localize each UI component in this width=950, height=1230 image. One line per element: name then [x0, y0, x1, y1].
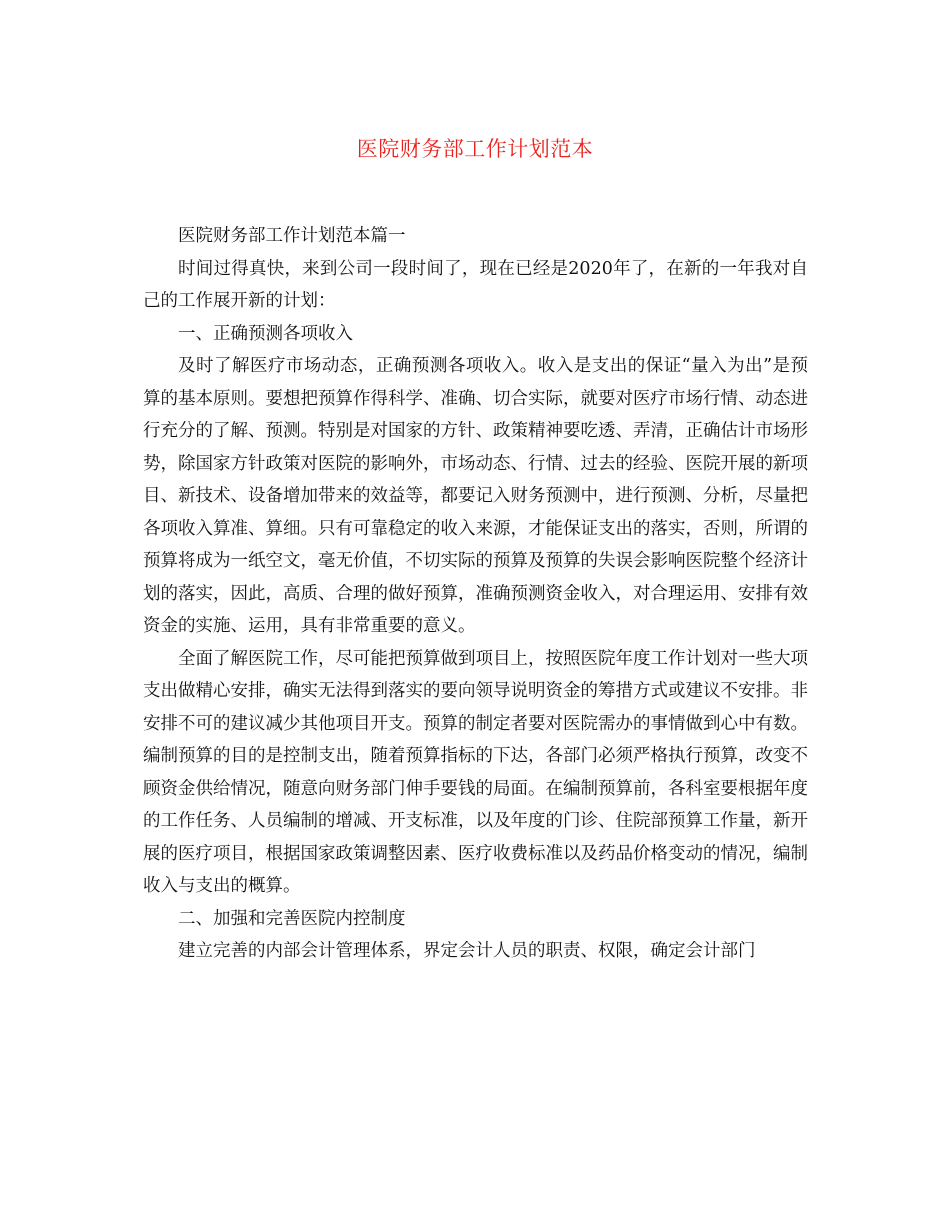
section-heading: 医院财务部工作计划范本篇一	[178, 226, 406, 246]
paragraph: 时间过得真快，来到公司一段时间了，现在已经是2020年了，在新的一年我对自己的工作展开新的计划：	[143, 258, 808, 311]
section-heading: 二、加强和完善医院内控制度	[178, 908, 406, 929]
section-heading: 一、正确预测各项收入	[178, 323, 353, 344]
paragraph: 及时了解医疗市场动态，正确预测各项收入。收入是支出的保证“量入为出”是预算的基本原则。要想把预算作得科学、准确、切合实际，就要对医疗市场行情、动态进行充分的了解、预测。特别是对国家的方针、政策精神要吃透、弄清，正确估计市场形势，除国家方针政策对医院的影响外，市场动态、行情、过去的经验、医院开展的新项目、新技术、设备增加带来的效益等，都要记入财务预测中，进行预测、分析，尽量把各项收入算准、算细。只有可靠稳定的收入来源，才能保证支出的落实，否则，所谓的预算将成为一纸空文，毫无价值，不切实际的预算及预算的失误会影响医院整个经济计划的落实，因此，高质、合理的做好预算，准确预测资金收入，对合理运用、安排有效资金的实施、运用，具有非常重要的意义。	[143, 356, 808, 636]
paragraph: 建立完善的内部会计管理体系，界定会计人员的职责、权限，确定会计部门	[178, 941, 756, 961]
document-body	[143, 220, 808, 968]
paragraph: 全面了解医院工作，尽可能把预算做到项目上，按照医院年度工作计划对一些大项支出做精心安排，确实无法得到落实的要向领导说明资金的筹措方式或建议不安排。非安排不可的建议减少其他项目开支。预算的制定者要对医院需办的事情做到心中有数。编制预算的目的是控制支出，随着预算指标的下达，各部门必须严格执行预算，改变不顾资金供给情况，随意向财务部门伸手要钱的局面。在编制预算前，各科室要根据年度的工作任务、人员编制的增减、开支标准，以及年度的门诊、住院部预算工作量，新开展的医疗项目，根据国家政策调整因素、医疗收费标准以及药品价格变动的情况，编制收入与支出的概算。	[143, 648, 808, 896]
document-title: 医院财务部工作计划范本	[356, 137, 594, 161]
